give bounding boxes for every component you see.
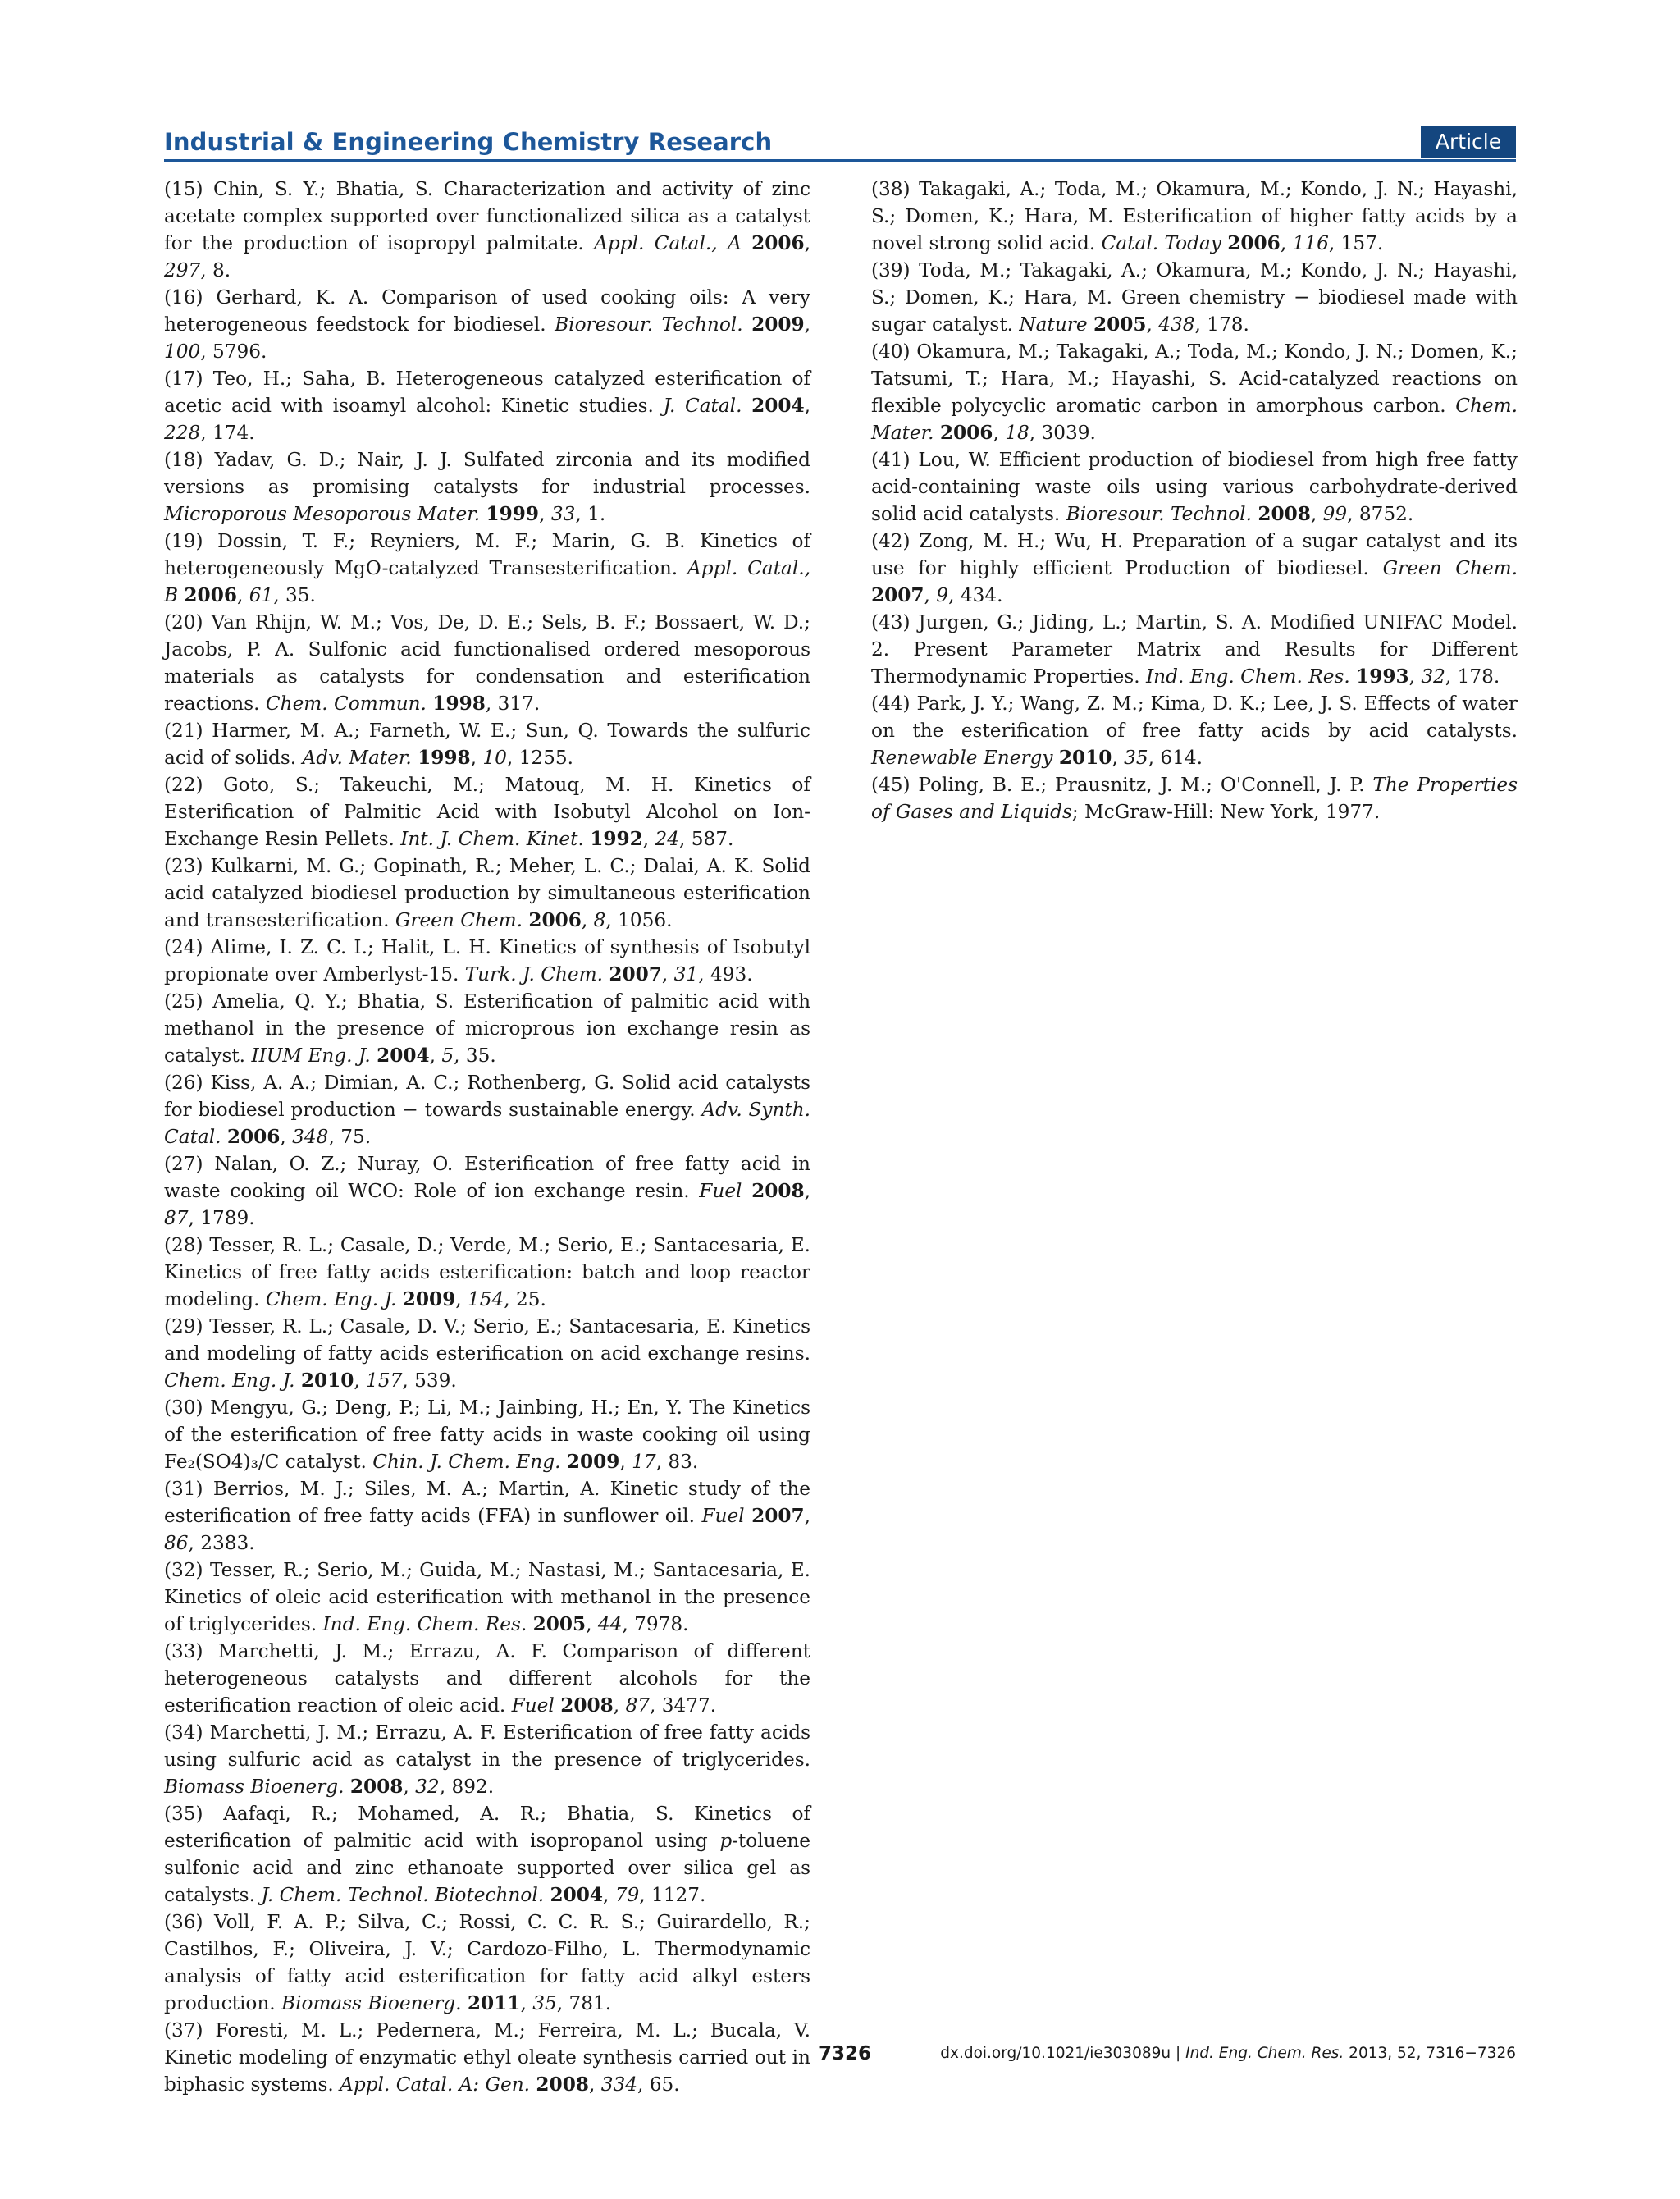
reference-volume: 157	[366, 1369, 403, 1392]
reference-volume: 35	[1124, 747, 1148, 769]
reference-number: (45)	[871, 774, 911, 796]
reference-number: (44)	[871, 693, 911, 715]
reference-year: 2004	[550, 1884, 604, 1906]
reference-pages: 3477.	[661, 1694, 717, 1717]
reference-volume: 32	[415, 1776, 440, 1798]
reference-volume: 100	[164, 341, 201, 363]
reference-number: (27)	[164, 1153, 203, 1175]
reference-pages: 1127.	[651, 1884, 706, 1906]
reference-number: (20)	[164, 611, 203, 633]
reference-title-end: -toluene sulfonic acid and zinc ethanoate supported over silica gel as catalysts.	[164, 1830, 810, 1906]
reference-authors: Marchetti, J. M.; Errazu, A. F.	[203, 1640, 563, 1662]
reference-title: Kinetic study of the esterification of free fatty acids (FFA) in sunflower oil.	[164, 1478, 810, 1527]
reference-pages: 174.	[212, 422, 255, 444]
reference-entry[interactable]: (22) Goto, S.; Takeuchi, M.; Matouq, M. H. Kinetics of Esterification of Palmitic Acid with Isobutyl Alcohol on Ion-Exchange Resin Pellets. Int. J. Chem. Kinet. 1992, 24, 587.	[164, 774, 810, 850]
page-header	[164, 125, 1516, 161]
reference-journal: Biomass Bioenerg.	[281, 1992, 462, 2014]
reference-entry[interactable]: (39) Toda, M.; Takagaki, A.; Okamura, M.; Kondo, J. N.; Hayashi, S.; Domen, K.; Hara, M. Green chemistry − biodiesel made with sugar catalyst. Nature 2005, 438, 178.	[871, 259, 1518, 336]
reference-title-end: catalyst.	[279, 1451, 373, 1473]
reference-volume: 116	[1292, 232, 1329, 254]
reference-title: Preparation of a sugar catalyst and its use for highly efficient Production of biodiesel.	[871, 530, 1518, 579]
reference-year: 2005	[1093, 313, 1147, 336]
reference-year: 2006	[939, 422, 993, 444]
reference-number: (26)	[164, 1072, 203, 1094]
reference-journal: Chem. Eng. J.	[265, 1288, 397, 1310]
reference-pages: 539.	[414, 1369, 457, 1392]
reference-year: 2009	[566, 1451, 620, 1473]
reference-authors: Berrios, M. J.; Siles, M. A.; Martin, A.	[203, 1478, 610, 1500]
reference-journal: Ind. Eng. Chem. Res.	[1146, 665, 1350, 688]
reference-pages: 1789.	[200, 1207, 255, 1229]
reference-entry[interactable]: (24) Alime, I. Z. C. I.; Halit, L. H. Kinetics of synthesis of Isobutyl propionate over Amberlyst-15. Turk. J. Chem. 2007, 31, 493.	[164, 936, 810, 985]
reference-pages: 65.	[649, 2073, 680, 2096]
reference-year: 1993	[1356, 665, 1409, 688]
reference-pages: 75.	[340, 1126, 372, 1148]
reference-formula: Fe₂(SO4)₃/C	[164, 1451, 280, 1473]
reference-authors: Gerhard, K. A.	[203, 286, 382, 309]
reference-year: 1998	[418, 747, 471, 769]
header-rule	[164, 159, 1516, 162]
reference-number: (39)	[871, 259, 911, 281]
reference-authors: Teo, H.; Saha, B.	[203, 368, 396, 390]
reference-volume: 228	[164, 422, 201, 444]
reference-pages: 2383.	[200, 1532, 255, 1554]
reference-entry[interactable]: (41) Lou, W. Efficient production of biodiesel from high free fatty acid-containing waste oils using various carbohydrate-derived solid acid catalysts. Bioresour. Technol. 2008, 99, 8752.	[871, 449, 1518, 525]
reference-pages: 3039.	[1041, 422, 1096, 444]
reference-number: (15)	[164, 178, 203, 200]
reference-entry[interactable]: (25) Amelia, Q. Y.; Bhatia, S. Esterification of palmitic acid with methanol in the presence of microprous ion exchange resin as catalyst. IIUM Eng. J. 2004, 5, 35.	[164, 990, 810, 1067]
reference-number: (21)	[164, 720, 203, 742]
reference-volume: 10	[482, 747, 507, 769]
reference-volume: 33	[550, 503, 576, 525]
reference-number: (35)	[164, 1803, 203, 1825]
reference-pages: 25.	[516, 1288, 546, 1310]
reference-journal: Nature	[1019, 313, 1088, 336]
reference-journal: J. Catal.	[663, 395, 742, 417]
reference-authors: Tesser, R. L.; Casale, D.; Verde, M.; Serio, E.; Santacesaria, E.	[203, 1234, 810, 1256]
reference-pages: 178.	[1207, 313, 1249, 336]
reference-number: (17)	[164, 368, 203, 390]
reference-entry[interactable]: (31) Berrios, M. J.; Siles, M. A.; Martin, A. Kinetic study of the esterification of free fatty acids (FFA) in sunflower oil. Fuel 2007, 86, 2383.	[164, 1478, 811, 1554]
reference-volume: 297	[164, 259, 201, 281]
reference-entry[interactable]: (43) Jurgen, G.; Jiding, L.; Martin, S. A. Modified UNIFAC Model. 2. Present Parameter Matrix and Results for Different Thermodynamic Properties. Ind. Eng. Chem. Res. 1993, 32, 178.	[871, 611, 1518, 688]
reference-year: 2006	[751, 232, 805, 254]
reference-journal: Fuel	[699, 1180, 742, 1202]
reference-volume: 79	[614, 1884, 640, 1906]
reference-title: Esterification of free fatty acids using sulfuric acid as catalyst in the presence of triglycerides.	[164, 1721, 810, 1771]
reference-journal: Renewable Energy	[871, 747, 1053, 769]
reference-number: (32)	[164, 1559, 203, 1581]
reference-authors: Toda, M.; Takagaki, A.; Okamura, M.; Kondo, J. N.; Hayashi, S.; Domen, K.; Hara, M.	[871, 259, 1518, 309]
reference-year: 2007	[609, 963, 662, 985]
reference-entry[interactable]: (18) Yadav, G. D.; Nair, J. J. Sulfated zirconia and its modified versions as promising catalysts for industrial processes. Microporous Mesoporous Mater. 1999, 33, 1.	[164, 449, 810, 525]
reference-entry[interactable]: (38) Takagaki, A.; Toda, M.; Okamura, M.; Kondo, J. N.; Hayashi, S.; Domen, K.; Hara, M. Esterification of higher fatty acids by a novel strong solid acid. Catal. Today 2006, 116, 157.	[871, 178, 1518, 254]
reference-publisher: ; McGraw-Hill: New York, 1977.	[1071, 801, 1381, 823]
reference-authors: Kiss, A. A.; Dimian, A. C.; Rothenberg, G.	[203, 1072, 623, 1094]
reference-journal: Green Chem.	[1382, 557, 1518, 579]
reference-volume: 334	[600, 2073, 637, 2096]
reference-journal: Bioresour. Technol.	[555, 313, 743, 336]
reference-number: (29)	[164, 1315, 203, 1337]
reference-pages: 8.	[212, 259, 231, 281]
doi-separator: |	[1171, 2045, 1186, 2062]
reference-pages: 1255.	[518, 747, 574, 769]
reference-year: 2009	[402, 1288, 456, 1310]
reference-year: 2008	[349, 1776, 404, 1798]
reference-entry[interactable]	[871, 771, 1518, 825]
reference-title: Esterification of higher fatty acids by a novel strong solid acid.	[871, 205, 1518, 254]
reference-entry[interactable]: (27) Nalan, O. Z.; Nuray, O. Esterification of free fatty acid in waste cooking oil WCO: Role of ion exchange resin. Fuel 2008, 87, 1789.	[164, 1153, 810, 1229]
reference-year: 1992	[590, 828, 643, 850]
reference-title: Thermodynamic analysis of fatty acid esterification for fatty acid alkyl esters production.	[164, 1938, 810, 2014]
reference-volume: 18	[1005, 422, 1029, 444]
reference-entry[interactable]: (44) Park, J. Y.; Wang, Z. M.; Kima, D. K.; Lee, J. S. Effects of water on the esterification of free fatty acids by acid catalysts. Renewable Energy 2010, 35, 614.	[871, 693, 1518, 769]
reference-number: (43)	[871, 611, 911, 633]
reference-year: 2008	[751, 1180, 805, 1202]
reference-volume: 9	[936, 584, 949, 606]
reference-authors: Goto, S.; Takeuchi, M.; Matouq, M. H.	[203, 774, 694, 796]
reference-year: 2007	[751, 1505, 805, 1527]
reference-journal: Adv. Mater.	[302, 747, 412, 769]
reference-number: (24)	[164, 936, 203, 958]
reference-authors: Okamura, M.; Takagaki, A.; Toda, M.; Kondo, J. N.; Domen, K.; Tatsumi, T.; Hara, M.; Hayashi, S.	[871, 341, 1518, 390]
reference-pages: 493.	[710, 963, 753, 985]
reference-pages: 892.	[451, 1776, 495, 1798]
reference-entry[interactable]: (34) Marchetti, J. M.; Errazu, A. F. Esterification of free fatty acids using sulfuric acid as catalyst in the presence of triglycerides. Biomass Bioenerg. 2008, 32, 892.	[164, 1721, 810, 1798]
reference-number: (30)	[164, 1397, 203, 1419]
reference-year: 2008	[560, 1694, 614, 1717]
reference-volume: 87	[164, 1207, 189, 1229]
reference-pages: 317.	[497, 693, 541, 715]
reference-entry[interactable]: (16) Gerhard, K. A. Comparison of used cooking oils: A very heterogeneous feedstock for biodiesel. Bioresour. Technol. 2009, 100, 5796.	[164, 286, 811, 363]
reference-pages: 434.	[960, 584, 1003, 606]
reference-journal: IIUM Eng. J.	[251, 1045, 371, 1067]
reference-year: 2006	[1227, 232, 1281, 254]
reference-entry[interactable]: (17) Teo, H.; Saha, B. Heterogeneous catalyzed esterification of acetic acid with isoamyl alcohol: Kinetic studies. J. Catal. 2004, 228, 174.	[164, 368, 810, 444]
reference-year: 2006	[184, 584, 237, 606]
reference-year: 2006	[528, 909, 582, 931]
reference-authors: Tesser, R. L.; Casale, D. V.; Serio, E.; Santacesaria, E.	[203, 1315, 733, 1337]
reference-title: Characterization and activity of zinc acetate complex supported over functionalized silica as a catalyst for the production of isopropyl palmitate.	[164, 178, 811, 254]
reference-number: (22)	[164, 774, 203, 796]
reference-authors: Takagaki, A.; Toda, M.; Okamura, M.; Kondo, J. N.; Hayashi, S.; Domen, K.; Hara, M.	[871, 178, 1518, 227]
reference-pages: 35.	[465, 1045, 496, 1067]
reference-volume: 24	[655, 828, 680, 850]
page-footer	[164, 2043, 1516, 2076]
reference-title: Comparison of different heterogeneous catalysts and different alcohols for the esterification reaction of oleic acid.	[164, 1640, 810, 1717]
reference-authors: Jurgen, G.; Jiding, L.; Martin, S. A.	[910, 611, 1270, 633]
reference-number: (41)	[871, 449, 911, 471]
reference-journal: Fuel	[701, 1505, 745, 1527]
reference-title: Modified UNIFAC Model. 2. Present Parameter Matrix and Results for Different Thermodynamic Properties.	[871, 611, 1518, 688]
reference-title: Solid acid catalyzed biodiesel production by simultaneous esterification and transesterification.	[164, 855, 810, 931]
reference-entry[interactable]: (33) Marchetti, J. M.; Errazu, A. F. Comparison of different heterogeneous catalysts and different alcohols for the esterification reaction of oleic acid. Fuel 2008, 87, 3477.	[164, 1640, 810, 1717]
reference-year: 2010	[300, 1369, 354, 1392]
reference-title: Sulfonic acid functionalised ordered mesoporous materials as catalysts for condensation and esterification reactions.	[164, 638, 811, 715]
reference-journal: Chem. Eng. J.	[164, 1369, 295, 1392]
reference-entry[interactable]: (23) Kulkarni, M. G.; Gopinath, R.; Meher, L. C.; Dalai, A. K. Solid acid catalyzed biodiesel production by simultaneous esterification and transesterification. Green Chem. 2006, 8, 1056.	[164, 855, 810, 931]
reference-entry[interactable]: (32) Tesser, R.; Serio, M.; Guida, M.; Nastasi, M.; Santacesaria, E. Kinetics of oleic acid esterification with methanol in the presence of triglycerides. Ind. Eng. Chem. Res. 2005, 44, 7978.	[164, 1559, 810, 1635]
reference-title: Kinetics of esterification of palmitic acid with isopropanol using	[164, 1803, 810, 1852]
reference-entry[interactable]: (35) Aafaqi, R.; Mohamed, A. R.; Bhatia, S. Kinetics of esterification of palmitic acid with isopropanol using p-toluene sulfonic acid and zinc ethanoate supported over silica gel as catalysts. J. Chem. Technol. Biotechnol. 2004, 79, 1127.	[164, 1803, 810, 1906]
reference-title: Green chemistry − biodiesel made with sugar catalyst.	[871, 286, 1518, 336]
reference-journal: Chem. Mater.	[871, 395, 1518, 444]
reference-pages: 5796.	[212, 341, 267, 363]
reference-authors: Tesser, R.; Serio, M.; Guida, M.; Nastasi, M.; Santacesaria, E.	[203, 1559, 810, 1581]
reference-authors: Dossin, T. F.; Reyniers, M. F.; Marin, G. B.	[203, 530, 700, 552]
reference-title: Esterification of palmitic acid with methanol in the presence of microprous ion exchange resin as catalyst.	[164, 990, 810, 1067]
reference-authors: Amelia, Q. Y.; Bhatia, S.	[203, 990, 463, 1013]
reference-entry[interactable]: (28) Tesser, R. L.; Casale, D.; Verde, M.; Serio, E.; Santacesaria, E. Kinetics of free fatty acids esterification: batch and loop reactor modeling. Chem. Eng. J. 2009, 154, 25.	[164, 1234, 810, 1310]
reference-number: (16)	[164, 286, 203, 309]
doi-link[interactable]: dx.doi.org/10.1021/ie303089u	[940, 2045, 1171, 2062]
reference-authors: Mengyu, G.; Deng, P.; Li, M.; Jainbing, H.; En, Y.	[203, 1397, 690, 1419]
reference-authors: Foresti, M. L.; Pedernera, M.; Ferreira, M. L.; Bucala, V.	[203, 2019, 810, 2041]
reference-pages: 83.	[668, 1451, 699, 1473]
reference-title: Kinetics of oleic acid esterification with methanol in the presence of triglycerides.	[164, 1586, 810, 1635]
reference-journal: Bioresour. Technol.	[1066, 503, 1252, 525]
reference-authors: Marchetti, J. M.; Errazu, A. F.	[203, 1721, 503, 1744]
reference-entry[interactable]: (15) Chin, S. Y.; Bhatia, S. Characterization and activity of zinc acetate complex supported over functionalized silica as a catalyst for the production of isopropyl palmitate. Appl. Catal., A 2006, 297, 8.	[164, 178, 811, 281]
reference-journal: Fuel	[511, 1694, 555, 1717]
reference-volume: 32	[1421, 665, 1445, 688]
reference-year: 2006	[226, 1126, 281, 1148]
reference-pages: 587.	[691, 828, 734, 850]
reference-year: 2004	[377, 1045, 430, 1067]
reference-journal: Microporous Mesoporous Mater.	[164, 503, 481, 525]
reference-number: (25)	[164, 990, 203, 1013]
reference-journal: Chin. J. Chem. Eng.	[372, 1451, 561, 1473]
reference-authors: Yadav, G. D.; Nair, J. J.	[203, 449, 463, 471]
reference-volume: 44	[597, 1613, 623, 1635]
reference-authors: Harmer, M. A.; Farneth, W. E.; Sun, Q.	[203, 720, 608, 742]
reference-authors: Chin, S. Y.; Bhatia, S.	[203, 178, 444, 200]
reference-number: (19)	[164, 530, 203, 552]
reference-journal: Adv. Synth. Catal.	[164, 1099, 810, 1148]
reference-journal: Appl. Catal., A	[594, 232, 742, 254]
reference-title: Sulfated zirconia and its modified versions as promising catalysts for industrial processes.	[164, 449, 810, 498]
reference-pages: 1.	[587, 503, 606, 525]
reference-journal: Biomass Bioenerg.	[164, 1776, 345, 1798]
reference-title: Kinetics of free fatty acids esterification: batch and loop reactor modeling.	[164, 1261, 810, 1310]
reference-number: (38)	[871, 178, 911, 200]
reference-pages: 7978.	[634, 1613, 689, 1635]
references-right-column	[871, 176, 1518, 825]
reference-title: Effects of water on the esterification of free fatty acids by acid catalysts.	[871, 693, 1518, 742]
reference-year: 2011	[467, 1992, 521, 2014]
reference-pages: 1056.	[618, 909, 673, 931]
reference-authors: Poling, B. E.; Prausnitz, J. M.; O'Connell, J. P.	[910, 774, 1373, 796]
article-badge[interactable]: Article	[1421, 126, 1516, 158]
reference-entry[interactable]: (40) Okamura, M.; Takagaki, A.; Toda, M.; Kondo, J. N.; Domen, K.; Tatsumi, T.; Hara, M.; Hayashi, S. Acid-catalyzed reactions on flexible polycyclic aromatic carbon in amorphous carbon. Chem. Mater. 2006, 18, 3039.	[871, 341, 1518, 444]
reference-year: 2008	[1258, 503, 1311, 525]
reference-entry[interactable]: (20) Van Rhijn, W. M.; Vos, De, D. E.; Sels, B. F.; Bossaert, W. D.; Jacobs, P. A. Sulfonic acid functionalised ordered mesoporous materials as catalysts for condensation and esterification reactions. Chem. Commun. 1998, 317.	[164, 611, 811, 715]
journal-title[interactable]: Industrial & Engineering Chemistry Research	[164, 128, 773, 156]
reference-volume: 17	[632, 1451, 656, 1473]
reference-number: (34)	[164, 1721, 203, 1744]
reference-pages: 157.	[1340, 232, 1384, 254]
reference-title: Esterification of free fatty acid in waste cooking oil WCO: Role of ion exchange resin.	[164, 1153, 810, 1202]
reference-title: Kinetics of heterogeneously MgO-catalyzed Transesterification.	[164, 530, 810, 579]
reference-title: Kinetics of Esterification of Palmitic Acid with Isobutyl Alcohol on Ion-Exchange Resin Pellets.	[164, 774, 810, 850]
reference-title: Acid-catalyzed reactions on flexible polycyclic aromatic carbon in amorphous carbon.	[871, 368, 1518, 417]
footer-journal: Ind. Eng. Chem. Res.	[1185, 2045, 1344, 2062]
reference-entry[interactable]: (29) Tesser, R. L.; Casale, D. V.; Serio, E.; Santacesaria, E. Kinetics and modeling of fatty acids esterification on acid exchange resins. Chem. Eng. J. 2010, 157, 539.	[164, 1315, 810, 1392]
reference-title-italic: p	[719, 1830, 733, 1852]
references-left-column	[164, 176, 810, 2098]
reference-number: (28)	[164, 1234, 203, 1256]
reference-number: (36)	[164, 1911, 203, 1933]
reference-number: (18)	[164, 449, 203, 471]
reference-pages: 178.	[1457, 665, 1500, 688]
reference-authors: Park, J. Y.; Wang, Z. M.; Kima, D. K.; Lee, J. S.	[910, 693, 1364, 715]
reference-number: (40)	[871, 341, 911, 363]
reference-journal: Catal. Today	[1101, 232, 1221, 254]
reference-journal: Green Chem.	[395, 909, 523, 931]
reference-journal: J. Chem. Technol. Biotechnol.	[261, 1884, 545, 1906]
reference-volume: 348	[292, 1126, 329, 1148]
reference-year: 2009	[751, 313, 805, 336]
reference-volume: 35	[532, 1992, 557, 2014]
reference-number: (42)	[871, 530, 911, 552]
reference-volume: 61	[249, 584, 274, 606]
reference-journal: Int. J. Chem. Kinet.	[400, 828, 584, 850]
page-number: 7326	[819, 2043, 872, 2064]
reference-journal: Ind. Eng. Chem. Res.	[322, 1613, 527, 1635]
reference-journal: Chem. Commun.	[265, 693, 427, 715]
reference-journal: Appl. Catal., B	[164, 557, 810, 606]
reference-number: (37)	[164, 2019, 203, 2041]
reference-title: Heterogeneous catalyzed esterification of acetic acid with isoamyl alcohol: Kinetic studies.	[164, 368, 810, 417]
reference-journal: Turk. J. Chem.	[464, 963, 603, 985]
doi-citation	[940, 2045, 1516, 2062]
reference-title: Kinetics and modeling of fatty acids esterification on acid exchange resins.	[164, 1315, 810, 1365]
reference-number: (33)	[164, 1640, 203, 1662]
reference-title: Kinetic modeling of enzymatic ethyl oleate synthesis carried out in biphasic systems.	[164, 2046, 810, 2096]
reference-book: The Properties of Gases and Liquids	[871, 774, 1518, 823]
reference-year: 2010	[1058, 747, 1112, 769]
footer-citation: 2013, 52, 7316−7326	[1344, 2045, 1516, 2062]
reference-year: 2008	[536, 2073, 589, 2096]
reference-volume: 5	[441, 1045, 454, 1067]
reference-entry[interactable]: (19) Dossin, T. F.; Reyniers, M. F.; Marin, G. B. Kinetics of heterogeneously MgO-catalyzed Transesterification. Appl. Catal., B 2006, 61, 35.	[164, 530, 810, 606]
reference-number: (23)	[164, 855, 203, 877]
reference-year: 2004	[751, 395, 805, 417]
reference-authors: Zong, M. H.; Wu, H.	[910, 530, 1132, 552]
reference-pages: 614.	[1160, 747, 1203, 769]
reference-authors: Voll, F. A. P.; Silva, C.; Rossi, C. C. R. S.; Guirardello, R.; Castilhos, F.; Oliveira, J. V.; Cardozo-Filho, L.	[164, 1911, 810, 1960]
reference-entry[interactable]: (37) Foresti, M. L.; Pedernera, M.; Ferreira, M. L.; Bucala, V. Kinetic modeling of enzymatic ethyl oleate synthesis carried out in biphasic systems. Appl. Catal. A: Gen. 2008, 334, 65.	[164, 2019, 810, 2096]
reference-pages: 8752.	[1358, 503, 1414, 525]
reference-volume: 8	[593, 909, 606, 931]
reference-title: Comparison of used cooking oils: A very heterogeneous feedstock for biodiesel.	[164, 286, 810, 336]
reference-title: Solid acid catalysts for biodiesel production − towards sustainable energy.	[164, 1072, 810, 1121]
reference-entry[interactable]: (30) Mengyu, G.; Deng, P.; Li, M.; Jainbing, H.; En, Y. The Kinetics of the esterification of free fatty acids in waste cooking oil using Fe₂(SO4)₃/C catalyst. Chin. J. Chem. Eng. 2009, 17, 83.	[164, 1397, 811, 1473]
reference-pages: 35.	[285, 584, 316, 606]
reference-entry[interactable]: (26) Kiss, A. A.; Dimian, A. C.; Rothenberg, G. Solid acid catalysts for biodiesel production − towards sustainable energy. Adv. Synth. Catal. 2006, 348, 75.	[164, 1072, 810, 1148]
reference-authors: Aafaqi, R.; Mohamed, A. R.; Bhatia, S.	[203, 1803, 694, 1825]
reference-title: Towards the sulfuric acid of solids.	[164, 720, 811, 769]
reference-volume: 31	[673, 963, 699, 985]
reference-volume: 87	[625, 1694, 651, 1717]
reference-title: Efficient production of biodiesel from high free fatty acid-containing waste oils using various carbohydrate-derived solid acid catalysts.	[871, 449, 1518, 525]
reference-year: 1999	[486, 503, 540, 525]
reference-volume: 154	[467, 1288, 504, 1310]
reference-pages: 781.	[568, 1992, 612, 2014]
reference-volume: 99	[1322, 503, 1348, 525]
reference-entry[interactable]: (21) Harmer, M. A.; Farneth, W. E.; Sun, Q. Towards the sulfuric acid of solids. Adv. Mater. 1998, 10, 1255.	[164, 720, 811, 769]
reference-volume: 438	[1158, 313, 1195, 336]
reference-journal: Appl. Catal. A: Gen.	[340, 2073, 531, 2096]
reference-authors: Lou, W.	[910, 449, 999, 471]
reference-authors: Kulkarni, M. G.; Gopinath, R.; Meher, L. C.; Dalai, A. K.	[203, 855, 762, 877]
reference-entry[interactable]: (42) Zong, M. H.; Wu, H. Preparation of a sugar catalyst and its use for highly efficient Production of biodiesel. Green Chem. 2007, 9, 434.	[871, 530, 1518, 606]
reference-entry[interactable]: (36) Voll, F. A. P.; Silva, C.; Rossi, C. C. R. S.; Guirardello, R.; Castilhos, F.; Oliveira, J. V.; Cardozo-Filho, L. Thermodynamic analysis of fatty acid esterification for fatty acid alkyl esters production. Biomass Bioenerg. 2011, 35, 781.	[164, 1911, 810, 2014]
reference-year: 2005	[532, 1613, 587, 1635]
reference-authors: Van Rhijn, W. M.; Vos, De, D. E.; Sels, B. F.; Bossaert, W. D.; Jacobs, P. A.	[164, 611, 810, 661]
reference-authors: Nalan, O. Z.; Nuray, O.	[203, 1153, 464, 1175]
reference-title: The Kinetics of the esterification of free fatty acids in waste cooking oil using	[164, 1397, 811, 1446]
reference-year: 2007	[871, 584, 924, 606]
reference-year: 1998	[432, 693, 486, 715]
reference-volume: 86	[164, 1532, 189, 1554]
reference-title: Kinetics of synthesis of Isobutyl propionate over Amberlyst-15.	[164, 936, 810, 985]
reference-number: (31)	[164, 1478, 203, 1500]
reference-authors: Alime, I. Z. C. I.; Halit, L. H.	[203, 936, 499, 958]
